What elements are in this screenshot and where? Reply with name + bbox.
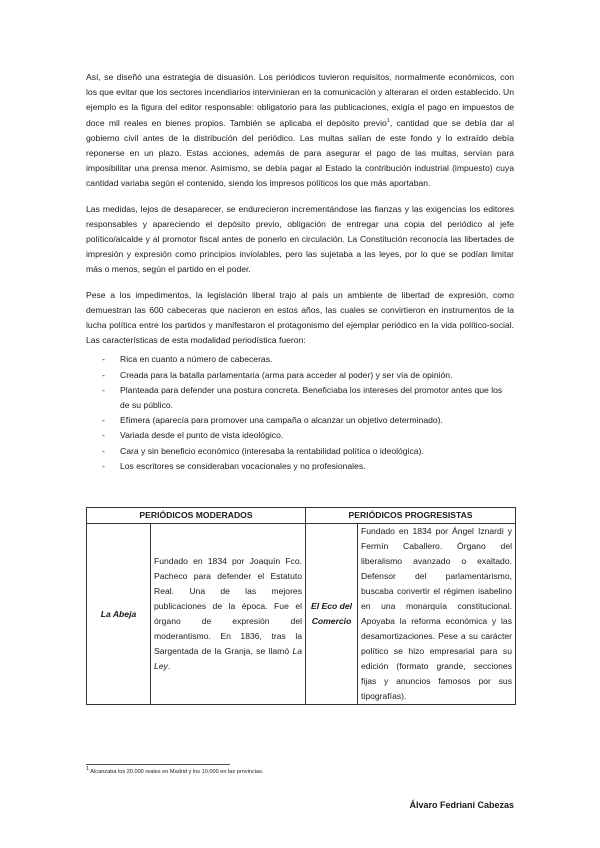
header-progressive: PERIÓDICOS PROGRESISTAS xyxy=(306,508,516,524)
paragraph-3: Pese a los impedimentos, la legislación liberal trajo al país un ambiente de libertad de expresión, como demuestran las 600 cabeceras que nacieron en estos años, las cuales se convirtieron en instrumentos de la lucha política entre los partidos y manifestaron el protagonismo del ejemplar periódico en la vida político-social. Las características de esta modalidad periodística fueron: xyxy=(86,289,514,346)
paragraph-1-text: Así, se diseñó una estrategia de disuasión. Los periódicos tuvieron requisitos, normalmente económicos, con los que evitar que los sectores incendiarios intervinieran en la comunicación y alteraran el orden establecido. Un ejemplo es la figura del editor responsable: obligatorio para las publicaciones, exigía el pago en impuestos de doce mil reales en bienes propios. También se aplicaba el depósito previo xyxy=(86,72,514,128)
newspaper-name-left: La Abeja xyxy=(87,524,151,705)
list-item: - Planteada para defender una postura concreta. Beneficiaba los intereses del promotor antes que los de su público. xyxy=(86,383,514,413)
list-item: - Rica en cuanto a número de cabeceras. xyxy=(86,352,514,367)
list-item: - Creada para la batalla parlamentaria (arma para acceder al poder) y ser vía de opinión. xyxy=(86,368,514,383)
table-header-row xyxy=(87,508,516,524)
newspaper-name-right: El Eco del Comercio xyxy=(306,524,358,705)
footnote xyxy=(86,768,264,776)
paragraph-2: Las medidas, lejos de desaparecer, se endurecieron incrementándose las fianzas y las exigencias los editores responsables y apareciendo el depósito previo, obligación de entregar una copia del periódico al jefe político/alcalde y al promotor fiscal antes de ponerlo en circulación. La Constitución reconocía las libertades de impresión y expresión como principios inviolables, pero las sujetaba a las leyes, por lo que se podían limitar más o menos, según el partido en el poder. xyxy=(86,203,514,275)
desc-left-end: . xyxy=(167,661,171,671)
document-body xyxy=(86,70,514,474)
paragraph-1-text-cont: , cantidad que se debía dar al gobierno civil antes de la distribución del periódico. Las multas salían de este fondo y lo extraído debía reponerse en un plazo. Estas acciones, además de para asegurar el pago de las multas, servían para imposibilitar una prensa menor. Asimismo, se debía pagar al Estado la contribución industrial (impuesto) cuya cantidad variaba según el contenido, siendo los impresos políticos los que más aportaban. xyxy=(86,117,515,189)
paragraph-1 xyxy=(86,70,514,192)
author-name: Álvaro Fedriani Cabezas xyxy=(409,800,514,810)
characteristics-list xyxy=(86,352,514,474)
footnote-text: Alcanzaba los 20.000 reales en Madrid y los 10.000 en las provincias. xyxy=(89,769,264,775)
list-item: - Efímera (aparecía para promover una campaña o alcanzar un objetivo determinado). xyxy=(86,413,514,428)
desc-left-italic: La Ley xyxy=(154,646,303,671)
desc-left-text: Fundado en 1834 por Joaquín Fco. Pacheco para defender el Estatuto Real. Una de las mejores publicaciones de la época. Fue el órgano de expresión del moderantismo. En 1836, tras la Sargentada de la Granja, se llamó xyxy=(154,556,303,656)
newspapers-table xyxy=(86,507,516,705)
list-item: - Variada desde el punto de vista ideológico. xyxy=(86,428,514,443)
header-moderate: PERIÓDICOS MODERADOS xyxy=(87,508,306,524)
newspaper-desc-left xyxy=(151,524,306,705)
footnote-marker: 1 xyxy=(86,766,90,773)
list-item: - Los escritores se consideraban vocacionales y no profesionales. xyxy=(86,459,514,474)
footnote-divider xyxy=(86,764,230,765)
table-row xyxy=(87,524,516,705)
newspaper-desc-right: Fundado en 1834 por Ángel Iznardi y Fermín Caballero. Órgano del liberalismo avanzado o exaltado. Defensor del parlamentarismo, buscaba convertir el régimen isabelino en una monarquía constitucional. Apoyaba la reforma económica y las desamortizaciones. Pese a su carácter político se hizo empresarial para su edición (formato grande, secciones fijas y anuncios famosos por sus tipografías). xyxy=(358,524,516,705)
footnote-reference[interactable]: 1 xyxy=(386,117,390,124)
list-item: - Cara y sin beneficio económico (interesaba la rentabilidad política o ideológica). xyxy=(86,444,514,459)
